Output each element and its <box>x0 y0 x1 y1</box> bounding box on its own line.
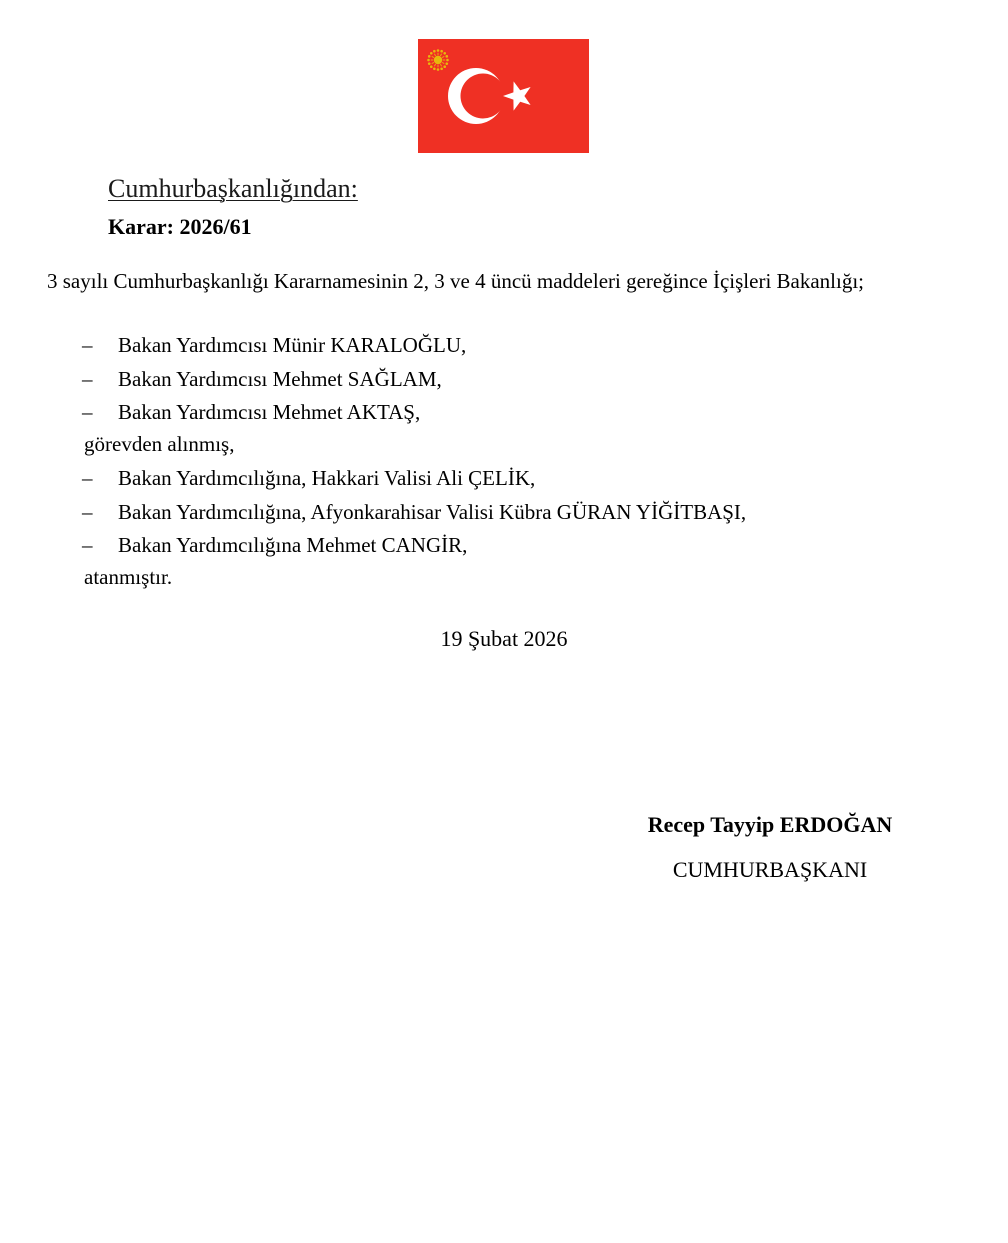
list-item-text: Bakan Yardımcısı Münir KARALOĞLU, <box>118 333 467 357</box>
seal-star <box>446 59 449 62</box>
intro-paragraph: 3 sayılı Cumhurbaşkanlığı Kararnamesinin 2, 3 ve 4 üncü maddeleri gereğince İçişleri Bakanlığı; <box>47 269 865 293</box>
crescent-inner <box>461 74 506 119</box>
list-item <box>82 529 962 563</box>
signer-title: CUMHURBAŞKANI <box>672 857 868 882</box>
seal-star <box>430 65 433 68</box>
seal-star <box>427 59 430 62</box>
seal-star <box>437 68 440 71</box>
list-item <box>82 396 962 430</box>
list-item <box>82 496 962 530</box>
document-date: 19 Şubat 2026 <box>440 626 568 651</box>
seal-star <box>428 62 431 65</box>
seal-star <box>445 55 448 58</box>
seal-star <box>443 65 446 68</box>
seal-star <box>437 49 440 52</box>
seal-star <box>433 67 436 70</box>
list-marker: – <box>82 499 93 524</box>
list-marker: – <box>82 533 93 557</box>
list-item <box>82 329 962 363</box>
list-item-text: Bakan Yardımcılığına Mehmet CANGİR, <box>118 533 468 557</box>
appointed-list <box>82 462 962 563</box>
list-item <box>82 363 962 397</box>
decision-number: Karar: 2026/61 <box>108 214 252 239</box>
list-marker: – <box>82 333 93 357</box>
issuer-heading: Cumhurbaşkanlığından: <box>108 174 358 203</box>
seal-star <box>443 52 446 55</box>
list-item-text: Bakan Yardımcılığına, Afyonkarahisar Valisi Kübra GÜRAN YİĞİTBAŞI, <box>118 499 747 524</box>
list-marker: – <box>82 466 93 490</box>
dismissed-list <box>82 329 962 430</box>
turkish-flag-icon <box>418 39 589 153</box>
seal-star <box>430 52 433 55</box>
seal-star <box>440 50 443 53</box>
list-marker: – <box>82 400 93 424</box>
seal-star <box>433 50 436 53</box>
seal-star <box>428 55 431 58</box>
list-item-text: Bakan Yardımcılığına, Hakkari Valisi Ali ÇELİK, <box>118 466 536 490</box>
dismissed-closing: görevden alınmış, <box>84 432 235 456</box>
appointed-closing: atanmıştır. <box>84 565 173 589</box>
list-marker: – <box>82 366 93 391</box>
list-item <box>82 462 962 496</box>
signer-name: Recep Tayyip ERDOĞAN <box>647 812 893 837</box>
list-item-text: Bakan Yardımcısı Mehmet SAĞLAM, <box>118 366 442 391</box>
seal-star <box>445 62 448 65</box>
list-item-text: Bakan Yardımcısı Mehmet AKTAŞ, <box>118 400 421 424</box>
seal-star <box>440 67 443 70</box>
